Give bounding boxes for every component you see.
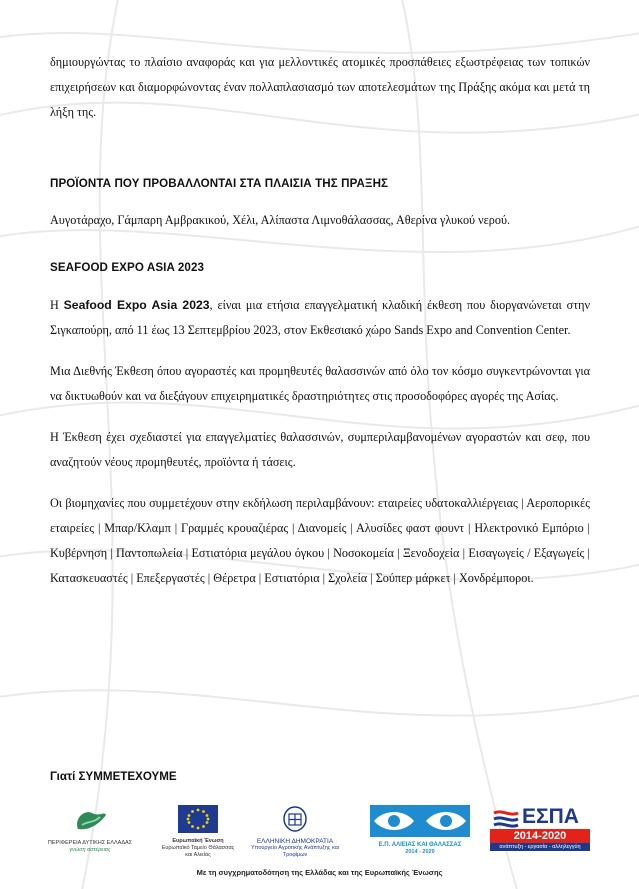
expo-paragraph-4: Οι βιομηχανίες που συμμετέχουν στην εκδήλωση περιλαμβάνουν: εταιρείες υδατοκαλλιέργειας | Αεροπορικές εταιρείες | Μπαρ/Κλαμπ | Γραμμές κρουαζιέρας | Διανομείς | Αλυσίδες φαστ φουντ | Ηλεκτρονικό Εμπόριο | Κυβέρνηση | Παντοπωλεία | Εστιατόρια μεγάλου όγκου | Νοσοκομεία | Ξενοδοχεία | Εισαγωγείς / Εξαγωγείς | Κατασκευαστές | Επεξεργαστές | Θέρετρα | Εστιατόρια | Σχολεία | Σούπερ μάρκετ | Χονδρέμποροι. [50, 496, 590, 585]
hellenic-republic-logo [240, 805, 350, 859]
fish-eye-icon [370, 805, 470, 837]
sponsor-logos-strip [40, 805, 600, 865]
espa-slogan: ανάπτυξη - εργασία - αλληλεγγύη [490, 843, 590, 851]
espa-years: 2014-2020 [490, 829, 590, 843]
expo-paragraph-1 [50, 293, 590, 343]
region-name: ΠΕΡΙΦΕΡΕΙΑ ΔΥΤΙΚΗΣ ΕΛΛΑΔΑΣ [47, 840, 133, 846]
expo-paragraph-3: Η Έκθεση έχει σχεδιαστεί για επαγγελματίες θαλασσινών, συμπεριλαμβανομένων αγοραστών και σεφ, που αναζητούν νέους προμηθευτές, προϊόντα ή τάσεις. [50, 430, 590, 469]
epal-logo [368, 805, 472, 856]
expo-paragraph-2: Μια Διεθνής Έκθεση όπου αγοραστές και προμηθευτές θαλασσινών από όλο τον κόσμο συγκεντρώνονται για να δικτυωθούν και να διεξάγουν επιχειρηματικές δραστηριότητες στις προσοδοφόρες αγορές της Ασίας. [50, 364, 590, 403]
region-emblem-icon [70, 805, 110, 835]
cofunding-caption: Με τη συγχρηματοδότηση της Ελλάδας και της Ευρωπαϊκής Ένωσης [196, 868, 443, 877]
epal-name: Ε.Π. ΑΛΙΕΙΑΣ ΚΑΙ ΘΑΛΑΣΣΑΣ [378, 842, 462, 848]
document-body [50, 50, 590, 591]
eu-logo [158, 805, 238, 859]
expo-heading: SEAFOOD EXPO ASIA 2023 [50, 261, 205, 274]
eu-fund-name: Ευρωπαϊκό Ταμείο Θάλασσας και Αλιείας [161, 845, 235, 858]
gov-ministry: Υπουργείο Αγροτικής Ανάπτυξης και Τροφίμων [250, 845, 340, 858]
products-heading: ΠΡΟΪΟΝΤΑ ΠΟΥ ΠΡΟΒΑΛΛΟΝΤΑΙ ΣΤΑ ΠΛΑΙΣΙΑ ΤΗΣ ΠΡΑΞΗΣ [50, 177, 389, 190]
expo-name-bold: Seafood Expo Asia 2023 [63, 298, 210, 312]
expo-p1-lead: Η [50, 298, 64, 312]
espa-name: ΕΣΠΑ [522, 805, 579, 828]
eu-flag-icon [178, 805, 218, 833]
region-logo [40, 805, 140, 854]
intro-paragraph: δημιουργώντας το πλαίσιο αναφοράς και για μελλοντικές ατομικές προσπάθειες εξωστρέφειας των τοπικών επιχειρήσεων και διαμορφώνοντας έναν πολλαπλασιασμό των αποτελεσμάτων της Πράξης ακόμα και μετά τη λήξη της. [50, 55, 590, 119]
expo-p1-rest: , είναι μια ετήσια επαγγελματική κλαδική έκθεση που διοργανώνεται στην Σιγκαπούρη, από 11 έως 13 Σεπτεμβρίου 2023, στον Εκθεσιακό χώρο Sands Expo and Convention Center. [50, 298, 590, 337]
greek-emblem-icon [282, 805, 308, 833]
eu-name: Ευρωπαϊκή Ένωση [172, 838, 224, 844]
region-slogan: γνώση αστέρειας [69, 847, 111, 853]
epal-years: 2014 - 2020 [405, 849, 435, 855]
gov-name: ΕΛΛΗΝΙΚΗ ΔΗΜΟΚΡΑΤΙΑ [256, 838, 334, 845]
espa-logo [490, 805, 590, 851]
products-paragraph: Αυγοτάραχο, Γάμπαρη Αμβρακικού, Χέλι, Αλίπαστα Λιμνοθάλασσας, Αθερίνα γλυκού νερού. [50, 213, 511, 227]
why-participate-heading: Γιατί ΣΥΜΜΕΤΕΧΟΥΜΕ [50, 770, 177, 783]
espa-flag-icon [492, 807, 520, 829]
